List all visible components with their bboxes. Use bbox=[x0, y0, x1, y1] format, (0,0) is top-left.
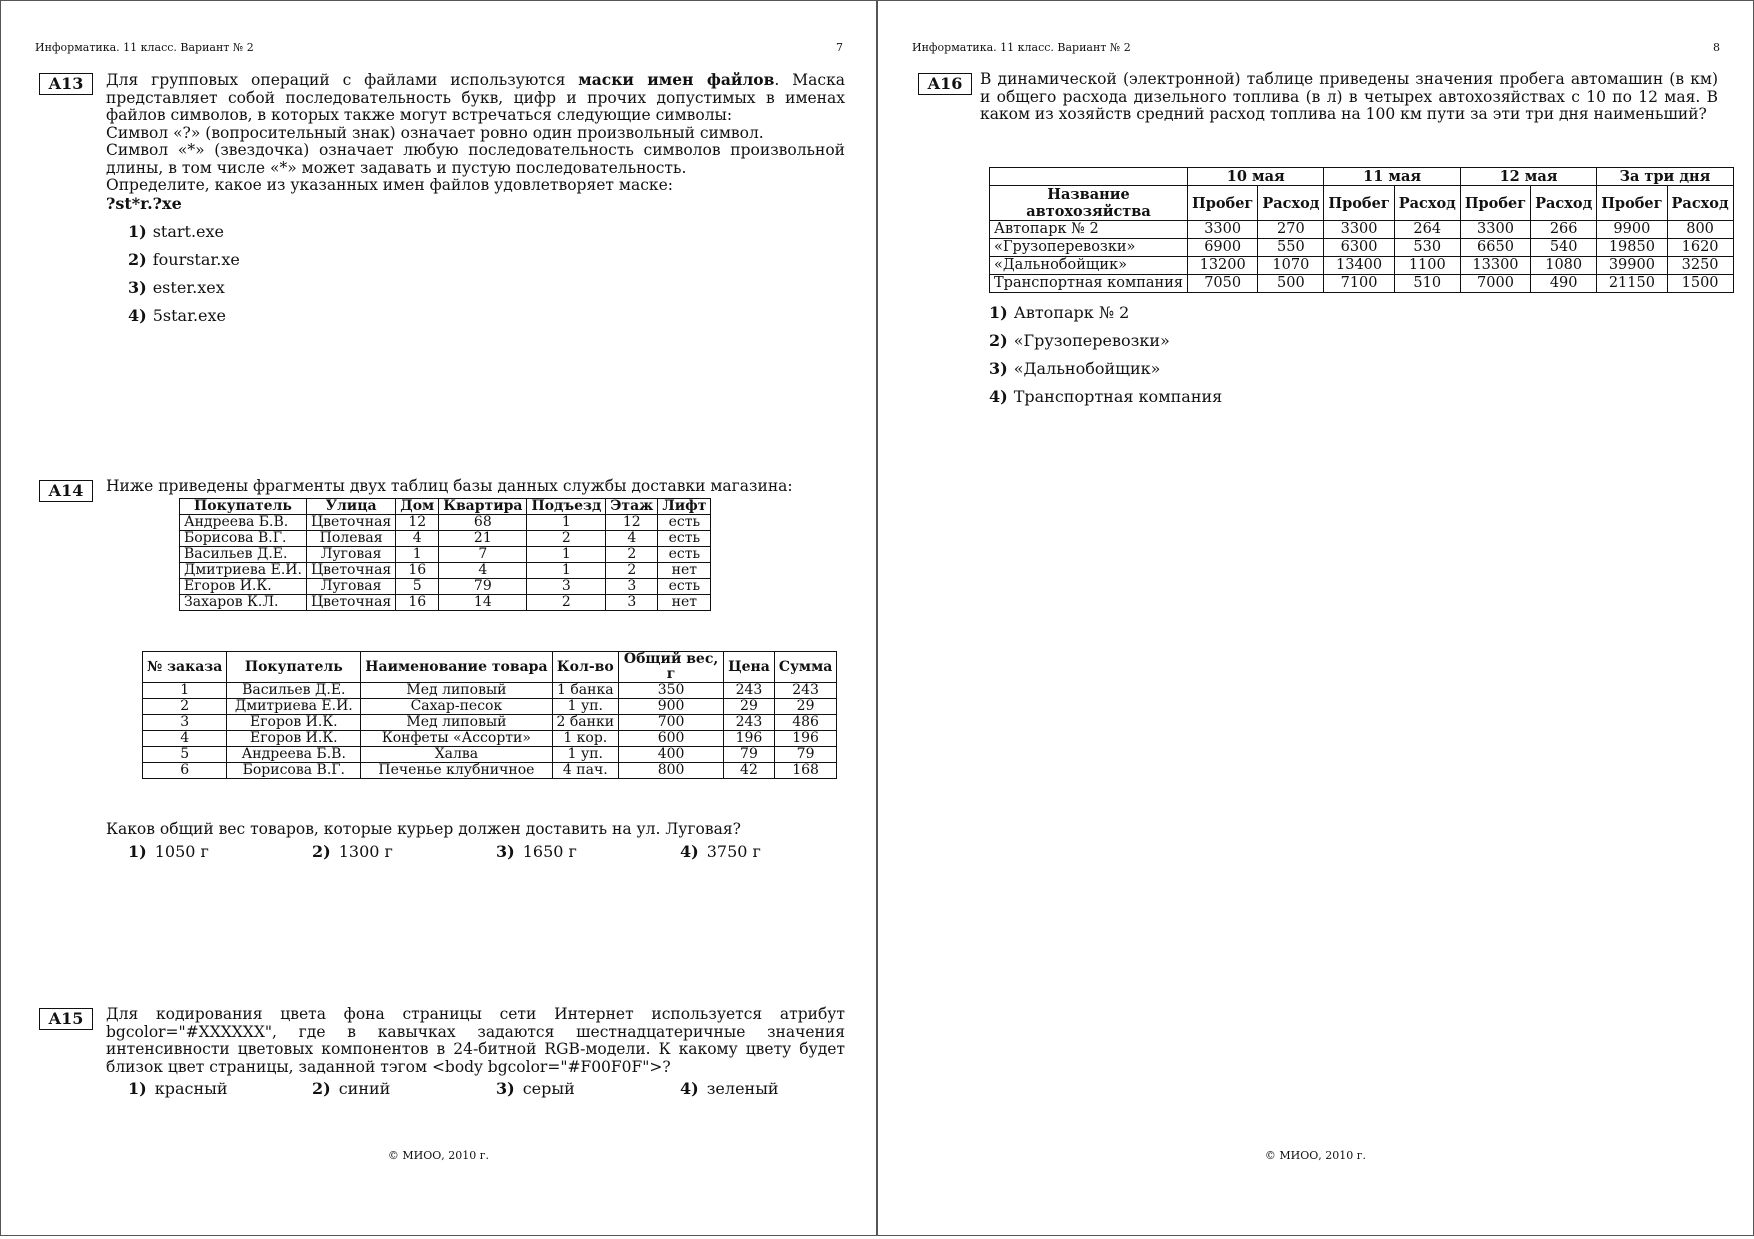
column-header: Сумма bbox=[774, 652, 837, 683]
table-cell: 19850 bbox=[1597, 239, 1667, 257]
table-row bbox=[990, 239, 1734, 257]
table-cell: есть bbox=[658, 579, 711, 595]
option[interactable]: 2) fourstar.xe bbox=[128, 250, 240, 269]
option[interactable]: 2) синий bbox=[312, 1079, 391, 1098]
table-cell: 500 bbox=[1258, 275, 1324, 293]
text-line: Определите, какое из указанных имен файлов удовлетворяет маске: bbox=[106, 176, 673, 194]
table-cell: есть bbox=[658, 547, 711, 563]
table-cell: 264 bbox=[1394, 221, 1460, 239]
table-cell: Транспортная компания bbox=[990, 275, 1188, 293]
table-cell: «Дальнобойщик» bbox=[990, 257, 1188, 275]
empty-header bbox=[990, 168, 1188, 186]
group-header: За три дня bbox=[1597, 168, 1733, 186]
table-cell: 16 bbox=[396, 595, 439, 611]
table-row bbox=[143, 715, 837, 731]
table-cell: Луговая bbox=[306, 547, 395, 563]
task-label: A16 bbox=[918, 73, 972, 95]
table-cell: 243 bbox=[774, 683, 837, 699]
task-text bbox=[106, 71, 845, 330]
task-text bbox=[106, 1006, 845, 1098]
column-header: Расход bbox=[1531, 186, 1597, 221]
table-cell: 1 уп. bbox=[552, 699, 619, 715]
table-cell: Цветочная bbox=[306, 563, 395, 579]
table-cell: 550 bbox=[1258, 239, 1324, 257]
table-cell: 5 bbox=[143, 747, 227, 763]
column-header: Улица bbox=[306, 499, 395, 515]
option[interactable]: 4) Транспортная компания bbox=[989, 387, 1223, 406]
table-cell: 1 кор. bbox=[552, 731, 619, 747]
table-cell: Андреева Б.В. bbox=[180, 515, 307, 531]
table-cell: 196 bbox=[774, 731, 837, 747]
table-cell: «Грузоперевозки» bbox=[990, 239, 1188, 257]
table-row bbox=[990, 221, 1734, 239]
table-cell: 9900 bbox=[1597, 221, 1667, 239]
group-header: 12 мая bbox=[1460, 168, 1596, 186]
table-cell: 42 bbox=[724, 763, 775, 779]
task-text: Ниже приведены фрагменты двух таблиц базы данных службы доставки магазина: bbox=[106, 477, 793, 495]
table-cell: Халва bbox=[361, 747, 552, 763]
table-cell: 266 bbox=[1531, 221, 1597, 239]
column-header: Общий вес, г bbox=[619, 652, 724, 683]
table-cell: Мед липовый bbox=[361, 715, 552, 731]
header-row bbox=[180, 499, 711, 515]
table-row bbox=[990, 275, 1734, 293]
table-cell: 243 bbox=[724, 715, 775, 731]
table-cell: 4 bbox=[439, 563, 527, 579]
table-cell: 79 bbox=[439, 579, 527, 595]
table-cell: 1070 bbox=[1258, 257, 1324, 275]
table-row bbox=[180, 547, 711, 563]
page-header: Информатика. 11 класс. Вариант № 2 bbox=[35, 41, 254, 54]
option[interactable]: 1) Автопарк № 2 bbox=[989, 303, 1130, 322]
table-cell: 900 bbox=[619, 699, 724, 715]
column-header: Дом bbox=[396, 499, 439, 515]
option[interactable]: 1) start.exe bbox=[128, 222, 225, 241]
table-cell: 1 банка bbox=[552, 683, 619, 699]
table-cell: 168 bbox=[774, 763, 837, 779]
table-cell: Мед липовый bbox=[361, 683, 552, 699]
table-cell: 3 bbox=[606, 579, 658, 595]
page-number: 8 bbox=[1713, 41, 1720, 54]
table-cell: есть bbox=[658, 515, 711, 531]
column-header: Пробег bbox=[1188, 186, 1258, 221]
table-cell: 510 bbox=[1394, 275, 1460, 293]
table-cell: 490 bbox=[1531, 275, 1597, 293]
column-header: Наименование товара bbox=[361, 652, 552, 683]
table-cell: 29 bbox=[724, 699, 775, 715]
column-header: Пробег bbox=[1324, 186, 1394, 221]
table-cell: 1100 bbox=[1394, 257, 1460, 275]
table-cell: 2 bbox=[143, 699, 227, 715]
table-row bbox=[180, 531, 711, 547]
table-cell: 79 bbox=[724, 747, 775, 763]
table-cell: 1 bbox=[527, 547, 606, 563]
table-cell: 350 bbox=[619, 683, 724, 699]
table-cell: Автопарк № 2 bbox=[990, 221, 1188, 239]
column-header: Покупатель bbox=[227, 652, 361, 683]
table-cell: Дмитриева Е.И. bbox=[227, 699, 361, 715]
table-row bbox=[180, 579, 711, 595]
table-cell: Печенье клубничное bbox=[361, 763, 552, 779]
option[interactable]: 3) ester.xex bbox=[128, 278, 225, 297]
table-row bbox=[143, 747, 837, 763]
table-cell: 4 bbox=[143, 731, 227, 747]
option[interactable]: 4) 3750 г bbox=[680, 841, 761, 861]
table-cell: 2 bbox=[527, 595, 606, 611]
table-cell: 4 bbox=[396, 531, 439, 547]
table-cell: 2 bbox=[606, 563, 658, 579]
options-row bbox=[106, 1080, 845, 1098]
table-row bbox=[143, 731, 837, 747]
column-header: Пробег bbox=[1597, 186, 1667, 221]
table-cell: 6 bbox=[143, 763, 227, 779]
column-header: Расход bbox=[1394, 186, 1460, 221]
table-cell: 39900 bbox=[1597, 257, 1667, 275]
table-cell: 3300 bbox=[1188, 221, 1258, 239]
column-header: Название автохозяйства bbox=[990, 186, 1188, 221]
table-cell: 4 пач. bbox=[552, 763, 619, 779]
orders-table bbox=[142, 651, 837, 779]
table-cell: 12 bbox=[606, 515, 658, 531]
table-cell: 530 bbox=[1394, 239, 1460, 257]
column-header: Расход bbox=[1667, 186, 1733, 221]
question-line: Каков общий вес товаров, которые курьер должен доставить на ул. Луговая? bbox=[106, 820, 741, 838]
table-cell: Цветочная bbox=[306, 595, 395, 611]
column-header: № заказа bbox=[143, 652, 227, 683]
table-cell: 21 bbox=[439, 531, 527, 547]
column-header: Квартира bbox=[439, 499, 527, 515]
table-cell: 800 bbox=[619, 763, 724, 779]
table-cell: Егоров И.К. bbox=[227, 715, 361, 731]
option[interactable]: 3) «Дальнобойщик» bbox=[989, 359, 1161, 378]
table-cell: 1 bbox=[527, 563, 606, 579]
column-header: Лифт bbox=[658, 499, 711, 515]
text-bold: маски имен файлов bbox=[578, 70, 775, 89]
table-cell: 2 банки bbox=[552, 715, 619, 731]
page-footer: © МИОО, 2010 г. bbox=[387, 1149, 490, 1162]
page-number: 7 bbox=[836, 41, 843, 54]
customers-table bbox=[179, 498, 711, 611]
table-row bbox=[990, 257, 1734, 275]
table-cell: 21150 bbox=[1597, 275, 1667, 293]
table-cell: 7050 bbox=[1188, 275, 1258, 293]
table-cell: Цветочная bbox=[306, 515, 395, 531]
table-cell: 3300 bbox=[1324, 221, 1394, 239]
page-8 bbox=[877, 0, 1754, 1236]
table-cell: 486 bbox=[774, 715, 837, 731]
option[interactable]: 3) 1650 г bbox=[496, 841, 577, 861]
table-cell: 1080 bbox=[1531, 257, 1597, 275]
table-cell: 13200 bbox=[1188, 257, 1258, 275]
table-cell: 243 bbox=[724, 683, 775, 699]
options-list bbox=[106, 218, 845, 330]
table-cell: Борисова В.Г. bbox=[180, 531, 307, 547]
table-cell: 1 bbox=[143, 683, 227, 699]
table-cell: нет bbox=[658, 595, 711, 611]
table-cell: 5 bbox=[396, 579, 439, 595]
column-header: Расход bbox=[1258, 186, 1324, 221]
option[interactable]: 1) 1050 г bbox=[128, 841, 209, 861]
table-cell: 270 bbox=[1258, 221, 1324, 239]
mask-text: ?st*r.?xe bbox=[106, 193, 182, 213]
option[interactable]: 4) 5star.exe bbox=[128, 306, 226, 325]
table-cell: 3 bbox=[143, 715, 227, 731]
table-cell: 7000 bbox=[1460, 275, 1530, 293]
table-cell: 3 bbox=[606, 595, 658, 611]
page-header: Информатика. 11 класс. Вариант № 2 bbox=[912, 41, 1131, 54]
question-text bbox=[106, 821, 845, 860]
column-header: Пробег bbox=[1460, 186, 1530, 221]
table-cell: Андреева Б.В. bbox=[227, 747, 361, 763]
table-cell: 3300 bbox=[1460, 221, 1530, 239]
table-cell: 1620 bbox=[1667, 239, 1733, 257]
options-list bbox=[989, 299, 1222, 411]
fuel-table bbox=[989, 167, 1734, 293]
group-header: 11 мая bbox=[1324, 168, 1460, 186]
option[interactable]: 2) «Грузоперевозки» bbox=[989, 331, 1170, 350]
table-cell: Конфеты «Ассорти» bbox=[361, 731, 552, 747]
text-line: Для кодирования цвета фона страницы сети Интернет используется атрибут bgcolor="#XXXXXX", где в кавычках задаются шестнадцатеричные значения интенсивности цветовых компонентов в 24-битной RGB-модели. К какому цвету будет близок цвет страницы, заданной тэгом <body bgcolor="#F00F0F">? bbox=[106, 1005, 845, 1076]
text-part: . Маска представляет собой последовательность букв, цифр и прочих допустимых в именах файлов символов, в которых также могут встречаться следующие символы: bbox=[106, 71, 845, 124]
table-cell: 700 bbox=[619, 715, 724, 731]
column-header: Подъезд bbox=[527, 499, 606, 515]
text-line: Символ «?» (вопросительный знак) означает ровно один произвольный символ. bbox=[106, 123, 764, 142]
table-cell: 79 bbox=[774, 747, 837, 763]
header-row bbox=[143, 652, 837, 683]
table-row bbox=[180, 563, 711, 579]
page-7 bbox=[0, 0, 877, 1236]
table-cell: 3250 bbox=[1667, 257, 1733, 275]
table-row bbox=[143, 699, 837, 715]
table-cell: 29 bbox=[774, 699, 837, 715]
table-cell: 7100 bbox=[1324, 275, 1394, 293]
table-cell: Сахар-песок bbox=[361, 699, 552, 715]
table-cell: есть bbox=[658, 531, 711, 547]
table-cell: 1 bbox=[396, 547, 439, 563]
option[interactable]: 3) серый bbox=[496, 1079, 575, 1098]
table-cell: 1 bbox=[527, 515, 606, 531]
table-cell: 7 bbox=[439, 547, 527, 563]
table-cell: 16 bbox=[396, 563, 439, 579]
table-row bbox=[143, 763, 837, 779]
table-cell: 6300 bbox=[1324, 239, 1394, 257]
table-cell: 13300 bbox=[1460, 257, 1530, 275]
column-header: Кол-во bbox=[552, 652, 619, 683]
options-row bbox=[106, 843, 845, 861]
header-row bbox=[990, 186, 1734, 221]
table-cell: 6650 bbox=[1460, 239, 1530, 257]
column-header: Этаж bbox=[606, 499, 658, 515]
table-cell: 600 bbox=[619, 731, 724, 747]
table-row bbox=[180, 515, 711, 531]
table-cell: Васильев Д.Е. bbox=[227, 683, 361, 699]
table-cell: Борисова В.Г. bbox=[227, 763, 361, 779]
table-cell: нет bbox=[658, 563, 711, 579]
table-cell: Васильев Д.Е. bbox=[180, 547, 307, 563]
page-footer: © МИОО, 2010 г. bbox=[1264, 1149, 1367, 1162]
table-cell: 4 bbox=[606, 531, 658, 547]
option[interactable]: 4) зеленый bbox=[680, 1079, 779, 1098]
table-row bbox=[180, 595, 711, 611]
task-label: A14 bbox=[39, 480, 93, 502]
table-cell: 2 bbox=[606, 547, 658, 563]
text-line: Символ «*» (звездочка) означает любую последовательность символов произвольной длины, в том числе «*» может задавать и пустую последовательность. bbox=[106, 141, 845, 177]
table-cell: 400 bbox=[619, 747, 724, 763]
header-row bbox=[990, 168, 1734, 186]
table-cell: 2 bbox=[527, 531, 606, 547]
table-cell: Дмитриева Е.И. bbox=[180, 563, 307, 579]
table-cell: Егоров И.К. bbox=[227, 731, 361, 747]
option[interactable]: 2) 1300 г bbox=[312, 841, 393, 861]
table-cell: 13400 bbox=[1324, 257, 1394, 275]
option[interactable]: 1) красный bbox=[128, 1079, 228, 1098]
table-cell: Полевая bbox=[306, 531, 395, 547]
task-label: A13 bbox=[39, 73, 93, 95]
task-label: A15 bbox=[39, 1008, 93, 1030]
table-cell: 6900 bbox=[1188, 239, 1258, 257]
table-cell: 196 bbox=[724, 731, 775, 747]
task-text: В динамической (электронной) таблице приведены значения пробега автомашин (в км) и общего расхода дизельного топлива (в л) в четырех автохозяйствах с 10 по 12 мая. В каком из хозяйств средний расход топлива на 100 км пути за эти три дня наименьший? bbox=[980, 70, 1718, 123]
table-cell: Луговая bbox=[306, 579, 395, 595]
column-header: Покупатель bbox=[180, 499, 307, 515]
table-cell: 14 bbox=[439, 595, 527, 611]
group-header: 10 мая bbox=[1188, 168, 1324, 186]
column-header: Цена bbox=[724, 652, 775, 683]
text-part: Для групповых операций с файлами используются bbox=[106, 71, 579, 89]
table-cell: 12 bbox=[396, 515, 439, 531]
table-cell: 540 bbox=[1531, 239, 1597, 257]
table-cell: 3 bbox=[527, 579, 606, 595]
table-cell: 1500 bbox=[1667, 275, 1733, 293]
table-cell: Захаров К.Л. bbox=[180, 595, 307, 611]
table-cell: Егоров И.К. bbox=[180, 579, 307, 595]
table-cell: 68 bbox=[439, 515, 527, 531]
table-row bbox=[143, 683, 837, 699]
table-cell: 1 уп. bbox=[552, 747, 619, 763]
table-cell: 800 bbox=[1667, 221, 1733, 239]
